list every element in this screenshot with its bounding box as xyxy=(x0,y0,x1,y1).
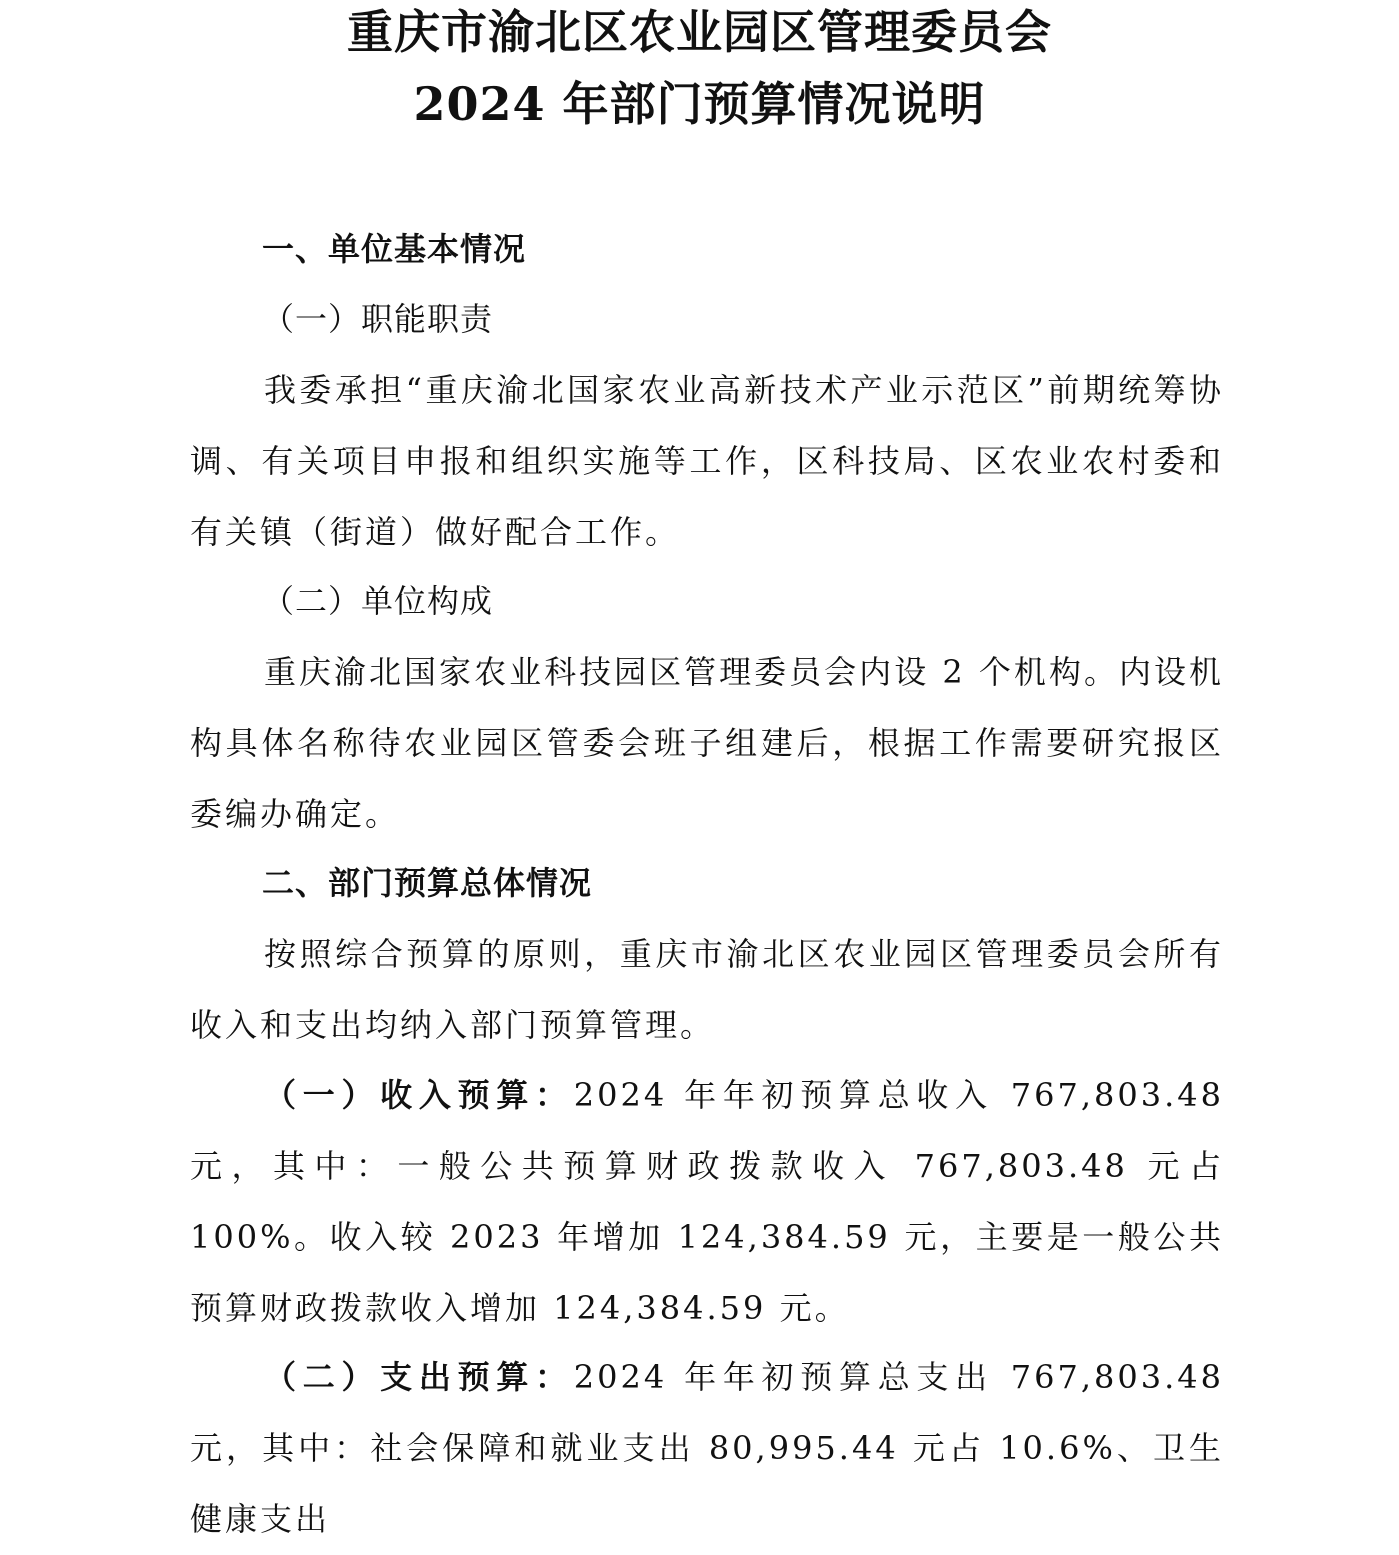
section2-heading: 二、部门预算总体情况 xyxy=(262,864,593,902)
section2-income-paragraph xyxy=(190,1060,1224,1344)
document-title-line1: 重庆市渝北区农业园区管理委员会 xyxy=(347,5,1052,59)
section2-intro-paragraph: 按照综合预算的原则，重庆市渝北区农业园区管理委员会所有收入和支出均纳入部门预算管理。 xyxy=(190,935,1224,1044)
expense-text: 2024 年年初预算总支出 767,803.48 元，其中：社会保障和就业支出 80,995.44 元占 10.6%、卫生健康支出 xyxy=(190,1358,1224,1538)
income-text: 2024 年年初预算总收入 767,803.48 元，其中：一般公共预算财政拨款收入 767,803.48 元占 100%。收入较 2023 年增加 124,384.59 元，主要是一般公共预算财政拨款收入增加 124,384.59 元。 xyxy=(190,1076,1224,1327)
section1-sub1-heading: （一）职能职责 xyxy=(262,300,494,338)
section2-expense-paragraph xyxy=(190,1342,1224,1555)
section1-sub1-paragraph: 我委承担“重庆渝北国家农业高新技术产业示范区”前期统筹协调、有关项目申报和组织实施等工作，区科技局、区农业农村委和有关镇（街道）做好配合工作。 xyxy=(190,371,1224,551)
income-label: （一）收入预算： xyxy=(264,1076,574,1114)
section1-heading: 一、单位基本情况 xyxy=(262,230,527,268)
section1-sub2-paragraph: 重庆渝北国家农业科技园区管理委员会内设 2 个机构。内设机构具体名称待农业园区管委会班子组建后，根据工作需要研究报区委编办确定。 xyxy=(190,653,1224,833)
document-title-line2: 2024 年部门预算情况说明 xyxy=(413,77,986,131)
expense-label: （二）支出预算： xyxy=(264,1358,574,1396)
section1-sub2-heading: （二）单位构成 xyxy=(262,582,494,620)
